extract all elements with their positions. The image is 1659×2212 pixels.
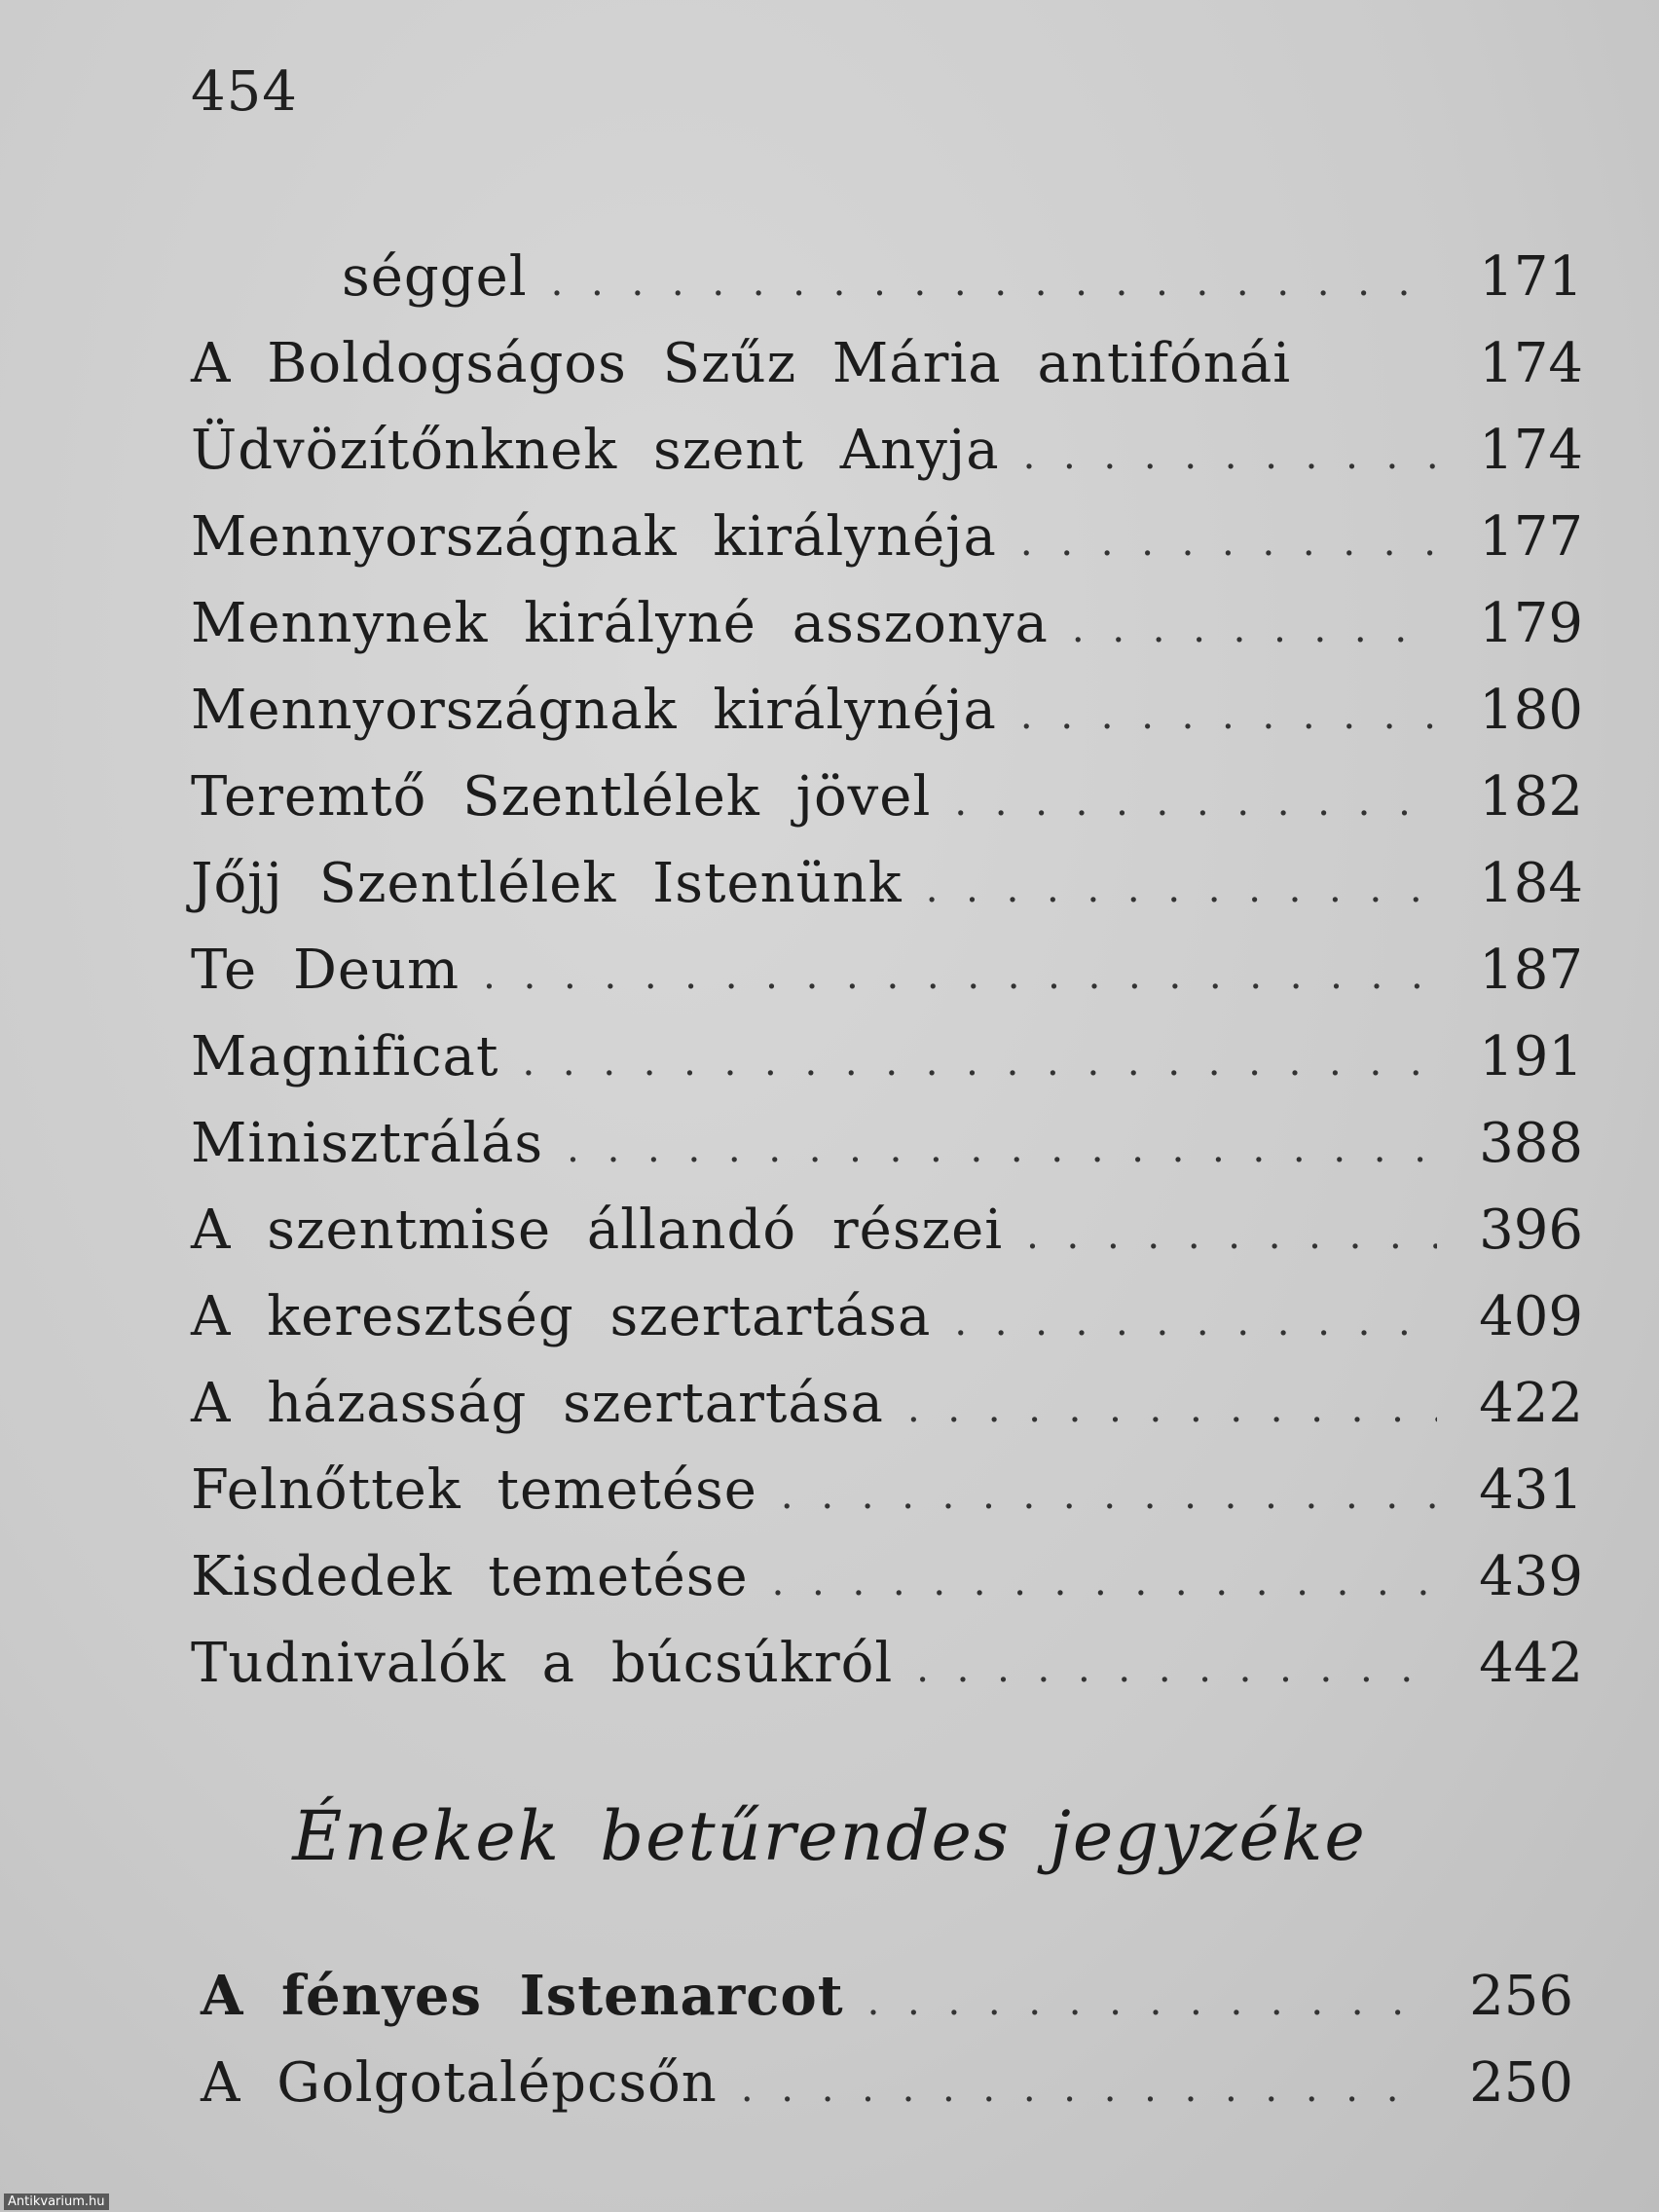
toc-row — [191, 1533, 1583, 1620]
song-title: A Golgotalépcsőn — [201, 2051, 718, 2115]
dot-leader — [916, 1626, 1437, 1713]
toc-title: Üdvözítőnknek szent Anyja — [191, 419, 1000, 482]
toc-row — [191, 754, 1583, 840]
toc-title: séggel — [342, 245, 528, 309]
dot-leader — [954, 1279, 1437, 1366]
toc-row — [191, 580, 1583, 667]
dot-leader — [772, 1539, 1437, 1626]
toc-page-number: 409 — [1479, 1285, 1583, 1348]
toc-page-number: 442 — [1479, 1632, 1583, 1695]
songs-index — [201, 1952, 1573, 2127]
song-row — [201, 1952, 1573, 2040]
page-number: 454 — [191, 60, 298, 124]
toc-page-number: 174 — [1479, 332, 1583, 395]
toc-page-number: 396 — [1479, 1198, 1583, 1262]
toc-title: Mennynek királyné asszonya — [191, 592, 1049, 655]
toc-title: A keresztség szertartása — [191, 1285, 932, 1348]
table-of-contents — [191, 234, 1583, 1707]
toc-title: Magnificat — [191, 1025, 499, 1088]
toc-page-number: 179 — [1479, 592, 1583, 655]
toc-row — [191, 1273, 1583, 1360]
dot-leader — [1026, 1193, 1437, 1279]
toc-page-number: 180 — [1479, 679, 1583, 742]
toc-row — [191, 234, 1583, 320]
toc-title: Jőjj Szentlélek Istenünk — [191, 852, 903, 915]
toc-page-number: 184 — [1479, 852, 1583, 915]
toc-row — [191, 1014, 1583, 1100]
toc-row — [191, 1100, 1583, 1187]
toc-title: Felnőttek temetése — [191, 1458, 757, 1522]
dot-leader — [954, 759, 1437, 846]
dot-leader — [1020, 673, 1437, 759]
toc-row — [191, 1447, 1583, 1533]
toc-title: A Boldogságos Szűz Mária antifónái — [191, 332, 1292, 395]
toc-page-number: 191 — [1479, 1025, 1583, 1088]
section-heading: Énekek betűrendes jegyzéke — [292, 1796, 1367, 1876]
song-page-number: 256 — [1469, 1965, 1573, 2028]
toc-title: Teremtő Szentlélek jövel — [191, 765, 932, 829]
toc-row — [191, 927, 1583, 1014]
dot-leader — [1072, 586, 1437, 673]
toc-title: A házasság szertartása — [191, 1372, 884, 1435]
toc-row — [191, 840, 1583, 927]
dot-leader — [867, 1958, 1427, 2046]
song-page-number: 250 — [1469, 2051, 1573, 2115]
dot-leader — [567, 1106, 1437, 1193]
toc-page-number: 182 — [1479, 765, 1583, 829]
watermark: Antikvarium.hu — [4, 2194, 109, 2210]
toc-page-number: 422 — [1479, 1372, 1583, 1435]
toc-row — [191, 320, 1583, 407]
toc-title: Mennyországnak királynéja — [191, 679, 997, 742]
toc-row — [191, 1187, 1583, 1273]
toc-title: Kisdedek temetése — [191, 1545, 749, 1608]
dot-leader — [551, 240, 1437, 326]
toc-title: Mennyországnak királynéja — [191, 505, 997, 569]
toc-title: Te Deum — [191, 939, 461, 1002]
toc-page-number: 187 — [1479, 939, 1583, 1002]
toc-title: Tudnivalók a búcsúkról — [191, 1632, 894, 1695]
dot-leader — [1023, 413, 1437, 499]
toc-page-number: 174 — [1479, 419, 1583, 482]
dot-leader — [483, 933, 1437, 1019]
dot-leader — [522, 1019, 1437, 1106]
toc-title: Minisztrálás — [191, 1112, 544, 1175]
toc-page-number: 177 — [1479, 505, 1583, 569]
toc-page-number: 171 — [1479, 245, 1583, 309]
dot-leader — [926, 846, 1437, 933]
toc-row — [191, 407, 1583, 494]
toc-title: A szentmise állandó részei — [191, 1198, 1004, 1262]
song-title: A fényes Istenarcot — [201, 1964, 844, 2028]
toc-row — [191, 667, 1583, 754]
dot-leader — [741, 2045, 1427, 2132]
toc-row — [191, 494, 1583, 580]
toc-page-number: 439 — [1479, 1545, 1583, 1608]
toc-page-number: 388 — [1479, 1112, 1583, 1175]
toc-page-number: 431 — [1479, 1458, 1583, 1522]
toc-row — [191, 1360, 1583, 1447]
toc-row — [191, 1620, 1583, 1707]
dot-leader — [1020, 499, 1437, 586]
dot-leader — [907, 1366, 1437, 1453]
song-row — [201, 2040, 1573, 2127]
dot-leader — [781, 1453, 1437, 1539]
